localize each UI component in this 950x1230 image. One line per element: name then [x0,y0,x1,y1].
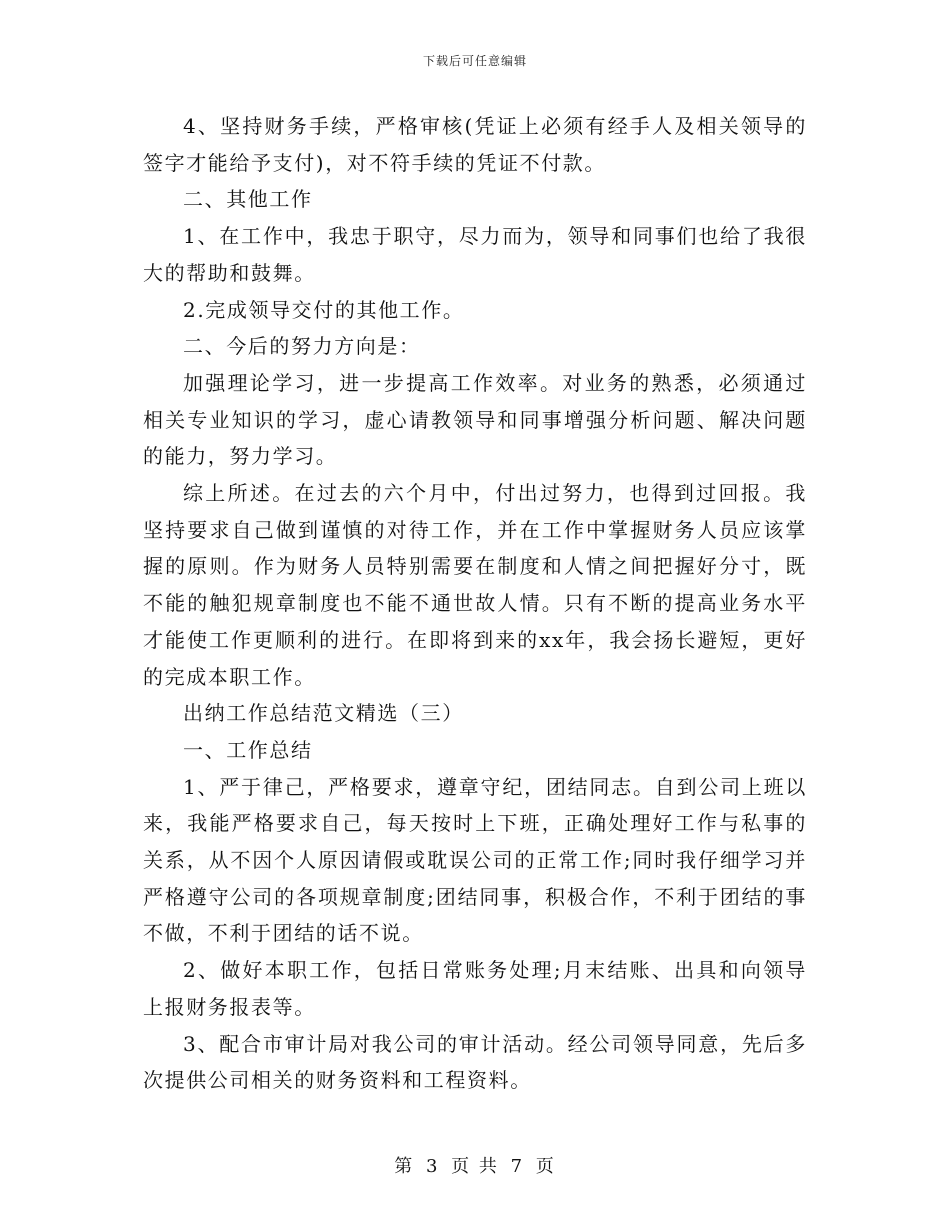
document-body [143,108,807,1099]
paragraph: 1、严于律己，严格要求，遵章守纪，团结同志。自到公司上班以来，我能严格要求自己，每天按时上下班，正确处理好工作与私事的关系，从不因个人原因请假或耽误公司的正常工作;同时我仔细学习并严格遵守公司的各项规章制度;团结同事，积极合作，不利于团结的事不做，不利于团结的话不说。 [143,774,807,946]
footer-prefix: 第 [394,1156,415,1177]
article-title: 出纳工作总结范文精选（三） [183,701,464,726]
footer-suffix: 页 [535,1156,556,1177]
paragraph: 4、坚持财务手续，严格审核(凭证上必须有经手人及相关领导的签字才能给予支付)，对不符手续的凭证不付款。 [143,114,807,175]
paragraph: 加强理论学习，进一步提高工作效率。对业务的熟悉，必须通过相关专业知识的学习，虚心请教领导和同事增强分析问题、解决问题的能力，努力学习。 [143,370,807,469]
footer-middle: 页 共 [451,1156,499,1177]
paragraph: 1、在工作中，我忠于职守，尽力而为，领导和同事们也给了我很大的帮助和鼓舞。 [143,224,807,285]
section-heading: 一、工作总结 [183,737,313,762]
section-heading: 二、今后的努力方向是： [183,334,421,359]
paragraph: 综上所述。在过去的六个月中，付出过努力，也得到过回报。我坚持要求自己做到谨慎的对待工作，并在工作中掌握财务人员应该掌握的原则。作为财务人员特别需要在制度和人情之间把握好分寸，既不能的触犯规章制度也不能不通世故人情。只有不断的提高业务水平才能使工作更顺利的进行。在即将到来的xx年，我会扬长避短，更好的完成本职工作。 [143,481,807,689]
section-heading: 二、其他工作 [183,187,313,212]
paragraph: 2.完成领导交付的其他工作。 [183,297,465,322]
page-number-footer [0,1152,950,1178]
page-header-note: 下载后可任意编辑 [422,54,527,68]
paragraph: 3、配合市审计局对我公司的审计活动。经公司领导同意，先后多次提供公司相关的财务资料和工程资料。 [143,1031,807,1093]
total-pages-number: 7 [510,1156,525,1177]
current-page-number: 3 [425,1156,440,1177]
paragraph: 2、做好本职工作，包括日常账务处理;月末结账、出具和向领导上报财务报表等。 [143,958,807,1019]
